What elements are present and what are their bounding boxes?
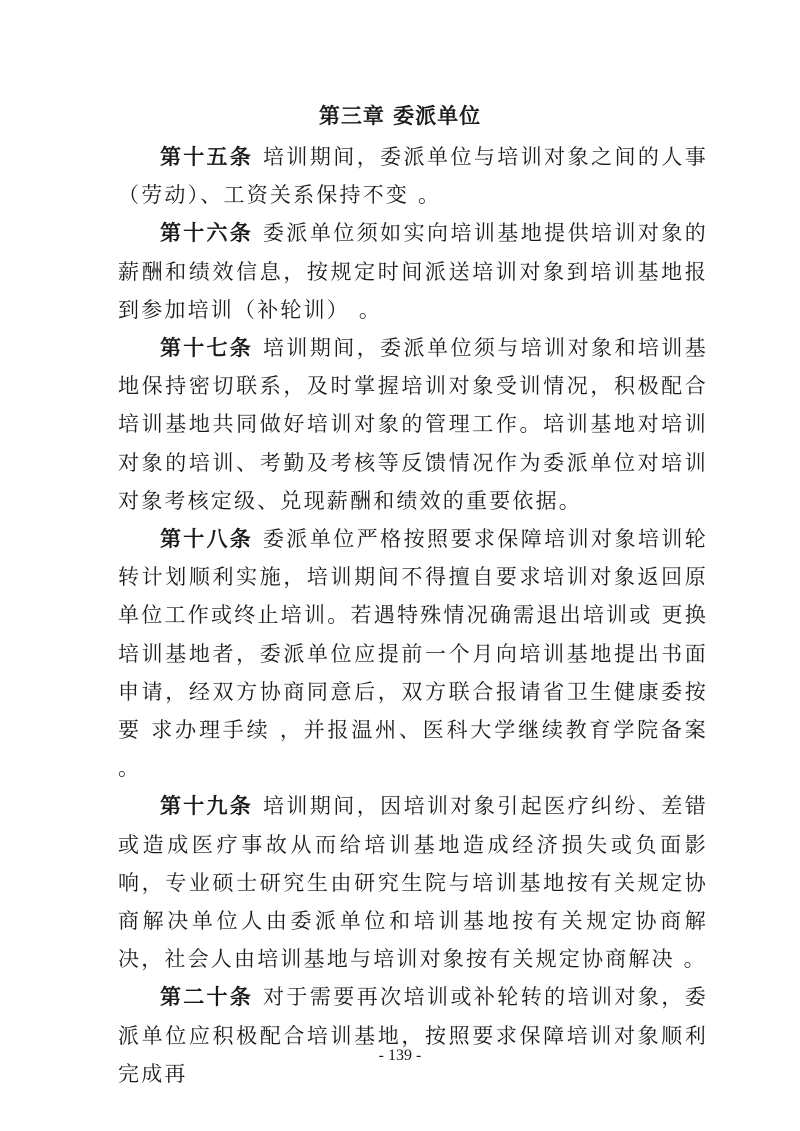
article-number: 第十八条 [160,527,253,552]
article-number: 第十六条 [160,221,253,246]
body-text [118,138,708,1093]
article-text: 委派单位严格按照要求保障培训对象培训轮转计划顺利实施，培训期间不得擅自要求培训对象返回原单位工作或终止培训。若遇特殊情况确需退出培训或 更换培训基地者，委派单位应提前一个月向培训基地提出书面申请，经双方协商同意后，双方联合报请省卫生健康委按要 求办理手续 ，并报温州、医科大学继续教育学院备案 。 [118,527,708,781]
article-text: 培训期间，委派单位须与培训对象和培训基地保持密切联系，及时掌握培训对象受训情况，积极配合培训基地共同做好培训对象的管理工作。培训基地对培训对象的培训、考勤及考核等反馈情况作为委派单位对培训对象考核定级、兑现薪酬和绩效的重要依据。 [118,336,708,513]
article-text: 对于需要再次培训或补轮转的培训对象，委派单位应积极配合培训基地，按照要求保障培训对象顺利完成再 [118,985,708,1086]
article-number: 第十五条 [160,145,253,169]
article-text: 委派单位须如实向培训基地提供培训对象的薪酬和绩效信息，按规定时间派送培训对象到培训基地报到参加培训（补轮训） 。 [118,221,708,322]
article-number: 第十七条 [160,336,253,361]
article-text: 培训期间，委派单位与培训对象之间的人事（劳动）、工资关系保持不变 。 [118,145,708,208]
article-number: 第十九条 [160,794,253,819]
article-20 [118,978,708,1093]
article-16 [118,214,708,329]
article-17 [118,329,708,520]
page-number: - 139 - [378,1047,422,1064]
article-number: 第二十条 [160,985,253,1010]
article-text: 培训期间，因培训对象引起医疗纠纷、差错或造成医疗事故从而给培训基地造成经济损失或负面影响，专业硕士研究生由研究生院与培训基地按有关规定协商解决单位人由委派单位和培训基地按有关规定协商解决，社会人由培训基地与培训对象按有关规定协商解决 。 [118,794,708,972]
chapter-title: 第三章 委派单位 [318,104,482,128]
article-15 [118,138,708,214]
article-19 [118,787,708,978]
article-18 [118,520,708,787]
